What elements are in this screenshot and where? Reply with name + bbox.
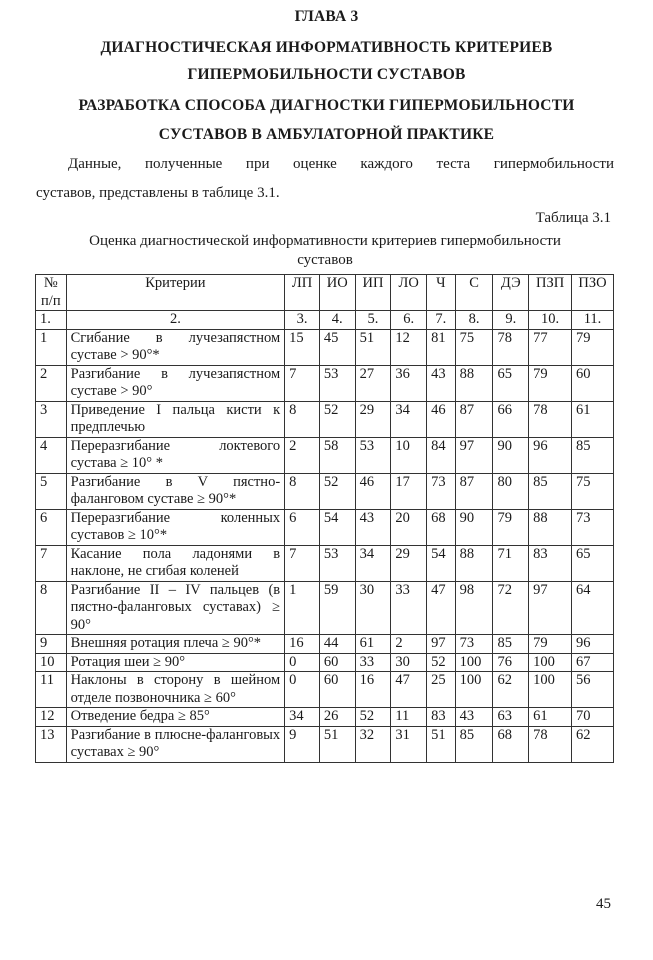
value-cell: 47 <box>391 672 427 708</box>
table-row <box>36 581 614 635</box>
value-cell: 79 <box>529 635 572 654</box>
row-number-cell: 12 <box>36 708 67 727</box>
value-cell: 9 <box>285 726 320 762</box>
value-cell: 85 <box>529 473 572 509</box>
value-cell: 84 <box>427 437 456 473</box>
value-cell: 87 <box>455 473 493 509</box>
column-index-row <box>36 311 614 330</box>
value-cell: 53 <box>319 365 355 401</box>
value-cell: 88 <box>455 545 493 581</box>
row-number-cell: 8 <box>36 581 67 635</box>
paragraph-line-2: суставов, представлены в таблице 3.1. <box>36 185 280 201</box>
column-header: Критерии <box>66 275 285 311</box>
value-cell: 8 <box>285 473 320 509</box>
value-cell: 20 <box>391 509 427 545</box>
value-cell: 34 <box>285 708 320 727</box>
column-header: ДЭ <box>493 275 529 311</box>
value-cell: 32 <box>355 726 391 762</box>
value-cell: 43 <box>455 708 493 727</box>
value-cell: 2 <box>391 635 427 654</box>
table-row <box>36 653 614 672</box>
value-cell: 16 <box>355 672 391 708</box>
value-cell: 83 <box>427 708 456 727</box>
column-header: ЛО <box>391 275 427 311</box>
value-cell: 97 <box>529 581 572 635</box>
value-cell: 10 <box>391 437 427 473</box>
value-cell: 100 <box>529 672 572 708</box>
value-cell: 81 <box>427 329 456 365</box>
row-number-cell: 11 <box>36 672 67 708</box>
value-cell: 15 <box>285 329 320 365</box>
caption-line-2: суставов <box>297 252 353 268</box>
criterion-cell: Разгибание II – IV пальцев (в пястно-фаланговых суставах) ≥ 90° <box>66 581 285 635</box>
row-number-cell: 10 <box>36 653 67 672</box>
value-cell: 30 <box>355 581 391 635</box>
value-cell: 96 <box>529 437 572 473</box>
value-cell: 61 <box>355 635 391 654</box>
column-index-cell: 6. <box>391 311 427 330</box>
value-cell: 79 <box>529 365 572 401</box>
value-cell: 97 <box>455 437 493 473</box>
row-number-cell: 13 <box>36 726 67 762</box>
column-index-cell: 4. <box>319 311 355 330</box>
value-cell: 43 <box>427 365 456 401</box>
column-index-cell: 10. <box>529 311 572 330</box>
value-cell: 52 <box>427 653 456 672</box>
value-cell: 30 <box>391 653 427 672</box>
value-cell: 76 <box>493 653 529 672</box>
value-cell: 58 <box>319 437 355 473</box>
criterion-cell: Ротация шеи ≥ 90° <box>66 653 285 672</box>
value-cell: 70 <box>572 708 614 727</box>
value-cell: 8 <box>285 401 320 437</box>
criterion-cell: Переразгибание локтевого сустава ≥ 10° * <box>66 437 285 473</box>
value-cell: 71 <box>493 545 529 581</box>
paragraph-line-1: Данные, полученные при оценке каждого теста гипермобильности <box>68 156 614 172</box>
value-cell: 26 <box>319 708 355 727</box>
value-cell: 85 <box>455 726 493 762</box>
title-line-4: СУСТАВОВ В АМБУЛАТОРНОЙ ПРАКТИКЕ <box>158 126 495 143</box>
value-cell: 75 <box>455 329 493 365</box>
value-cell: 88 <box>529 509 572 545</box>
value-cell: 47 <box>427 581 456 635</box>
value-cell: 52 <box>319 473 355 509</box>
value-cell: 56 <box>572 672 614 708</box>
criterion-cell: Внешняя ротация плеча ≥ 90°* <box>66 635 285 654</box>
column-header: Ч <box>427 275 456 311</box>
criterion-cell: Разгибание в плюсне-фаланговых суставах ≥ 90° <box>66 726 285 762</box>
value-cell: 73 <box>572 509 614 545</box>
column-index-cell: 1. <box>36 311 67 330</box>
row-number-cell: 6 <box>36 509 67 545</box>
value-cell: 97 <box>427 635 456 654</box>
value-cell: 33 <box>391 581 427 635</box>
value-cell: 54 <box>427 545 456 581</box>
value-cell: 53 <box>319 545 355 581</box>
value-cell: 98 <box>455 581 493 635</box>
value-cell: 78 <box>493 329 529 365</box>
column-index-cell: 9. <box>493 311 529 330</box>
column-index-cell: 3. <box>285 311 320 330</box>
table-row <box>36 401 614 437</box>
column-header: № п/п <box>36 275 67 311</box>
row-number-cell: 9 <box>36 635 67 654</box>
value-cell: 59 <box>319 581 355 635</box>
value-cell: 52 <box>355 708 391 727</box>
value-cell: 67 <box>572 653 614 672</box>
column-header: С <box>455 275 493 311</box>
table-row <box>36 473 614 509</box>
table-header-row <box>36 275 614 311</box>
chapter-heading: ГЛАВА 3 <box>294 8 359 25</box>
value-cell: 80 <box>493 473 529 509</box>
value-cell: 34 <box>391 401 427 437</box>
value-cell: 78 <box>529 401 572 437</box>
value-cell: 79 <box>493 509 529 545</box>
criterion-cell: Разгибание в лучезапястном суставе > 90° <box>66 365 285 401</box>
value-cell: 0 <box>285 653 320 672</box>
value-cell: 27 <box>355 365 391 401</box>
table-row <box>36 329 614 365</box>
row-number-cell: 5 <box>36 473 67 509</box>
row-number-cell: 2 <box>36 365 67 401</box>
column-index-cell: 8. <box>455 311 493 330</box>
value-cell: 72 <box>493 581 529 635</box>
value-cell: 29 <box>355 401 391 437</box>
value-cell: 29 <box>391 545 427 581</box>
title-line-2: ГИПЕРМОБИЛЬНОСТИ СУСТАВОВ <box>187 66 466 83</box>
value-cell: 60 <box>319 653 355 672</box>
value-cell: 11 <box>391 708 427 727</box>
table-row <box>36 545 614 581</box>
value-cell: 63 <box>493 708 529 727</box>
table-row <box>36 635 614 654</box>
value-cell: 7 <box>285 545 320 581</box>
column-index-cell: 11. <box>572 311 614 330</box>
value-cell: 90 <box>493 437 529 473</box>
criterion-cell: Касание пола ладонями в наклоне, не сгибая коленей <box>66 545 285 581</box>
value-cell: 96 <box>572 635 614 654</box>
value-cell: 100 <box>455 653 493 672</box>
value-cell: 6 <box>285 509 320 545</box>
table-row <box>36 509 614 545</box>
value-cell: 52 <box>319 401 355 437</box>
value-cell: 85 <box>493 635 529 654</box>
criterion-cell: Отведение бедра ≥ 85° <box>66 708 285 727</box>
page-number: 45 <box>596 896 611 912</box>
value-cell: 64 <box>572 581 614 635</box>
value-cell: 54 <box>319 509 355 545</box>
value-cell: 2 <box>285 437 320 473</box>
value-cell: 16 <box>285 635 320 654</box>
value-cell: 65 <box>572 545 614 581</box>
row-number-cell: 7 <box>36 545 67 581</box>
row-number-cell: 3 <box>36 401 67 437</box>
value-cell: 34 <box>355 545 391 581</box>
table-row <box>36 726 614 762</box>
criterion-cell: Приведение I пальца кисти к предплечью <box>66 401 285 437</box>
criterion-cell: Разгибание в V пястно-фаланговом суставе ≥ 90°* <box>66 473 285 509</box>
value-cell: 36 <box>391 365 427 401</box>
table-row <box>36 672 614 708</box>
value-cell: 12 <box>391 329 427 365</box>
intro-paragraph <box>36 150 614 208</box>
value-cell: 43 <box>355 509 391 545</box>
title-line-3: РАЗРАБОТКА СПОСОБА ДИАГНОСТКИ ГИПЕРМОБИЛЬНОСТИ <box>78 97 575 114</box>
criterion-cell: Переразгибание коленных суставов ≥ 10°* <box>66 509 285 545</box>
table-label: Таблица 3.1 <box>535 210 611 226</box>
column-index-cell: 7. <box>427 311 456 330</box>
value-cell: 60 <box>572 365 614 401</box>
value-cell: 62 <box>572 726 614 762</box>
value-cell: 73 <box>427 473 456 509</box>
value-cell: 61 <box>572 401 614 437</box>
value-cell: 51 <box>427 726 456 762</box>
table-row <box>36 437 614 473</box>
value-cell: 62 <box>493 672 529 708</box>
value-cell: 87 <box>455 401 493 437</box>
value-cell: 1 <box>285 581 320 635</box>
column-header: ПЗО <box>572 275 614 311</box>
value-cell: 0 <box>285 672 320 708</box>
value-cell: 44 <box>319 635 355 654</box>
title-line-1: ДИАГНОСТИЧЕСКАЯ ИНФОРМАТИВНОСТЬ КРИТЕРИЕВ <box>100 39 553 56</box>
column-header: ЛП <box>285 275 320 311</box>
row-number-cell: 4 <box>36 437 67 473</box>
value-cell: 65 <box>493 365 529 401</box>
table-row <box>36 365 614 401</box>
value-cell: 79 <box>572 329 614 365</box>
table-caption <box>36 232 614 270</box>
value-cell: 78 <box>529 726 572 762</box>
value-cell: 90 <box>455 509 493 545</box>
value-cell: 61 <box>529 708 572 727</box>
value-cell: 25 <box>427 672 456 708</box>
value-cell: 45 <box>319 329 355 365</box>
value-cell: 88 <box>455 365 493 401</box>
value-cell: 51 <box>355 329 391 365</box>
value-cell: 46 <box>355 473 391 509</box>
table-row <box>36 708 614 727</box>
criteria-table <box>35 274 614 763</box>
column-index-cell: 5. <box>355 311 391 330</box>
value-cell: 51 <box>319 726 355 762</box>
criterion-cell: Наклоны в сторону в шейном отделе позвоночника ≥ 60° <box>66 672 285 708</box>
caption-line-1: Оценка диагностической информативности критериев гипермобильности <box>89 233 561 249</box>
value-cell: 46 <box>427 401 456 437</box>
value-cell: 31 <box>391 726 427 762</box>
row-number-cell: 1 <box>36 329 67 365</box>
value-cell: 73 <box>455 635 493 654</box>
value-cell: 100 <box>455 672 493 708</box>
value-cell: 7 <box>285 365 320 401</box>
column-header: ПЗП <box>529 275 572 311</box>
column-header: ИП <box>355 275 391 311</box>
value-cell: 60 <box>319 672 355 708</box>
criterion-cell: Сгибание в лучезапястном суставе > 90°* <box>66 329 285 365</box>
value-cell: 83 <box>529 545 572 581</box>
value-cell: 100 <box>529 653 572 672</box>
value-cell: 68 <box>427 509 456 545</box>
column-header: ИО <box>319 275 355 311</box>
value-cell: 17 <box>391 473 427 509</box>
value-cell: 33 <box>355 653 391 672</box>
value-cell: 77 <box>529 329 572 365</box>
value-cell: 53 <box>355 437 391 473</box>
value-cell: 75 <box>572 473 614 509</box>
value-cell: 68 <box>493 726 529 762</box>
value-cell: 66 <box>493 401 529 437</box>
value-cell: 85 <box>572 437 614 473</box>
column-index-cell: 2. <box>66 311 285 330</box>
